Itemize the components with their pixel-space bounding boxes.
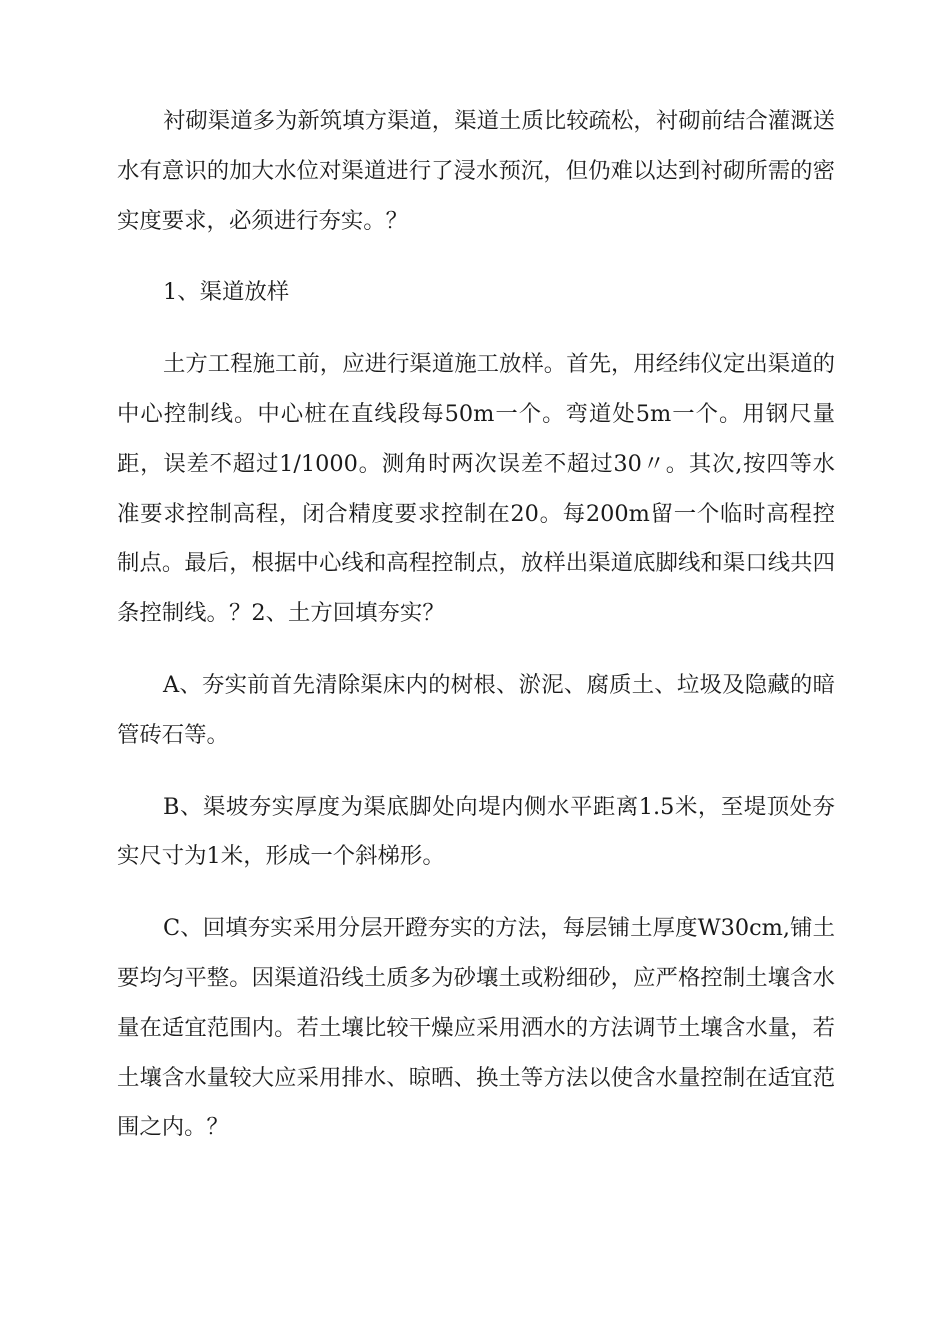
paragraph-item-b: B、渠坡夯实厚度为渠底脚处向堤内侧水平距离1.5米，至堤顶处夯实尺寸为1米，形成一个斜梯形。 [117, 793, 835, 870]
document-page [117, 97, 835, 1153]
paragraph-item-a: A、夯实前首先清除渠床内的树根、淤泥、腐质土、垃圾及隐藏的暗管砖石等。 [117, 671, 835, 748]
paragraph-item-c: C、回填夯实采用分层开蹬夯实的方法，每层铺土厚度W30cm,铺土要均匀平整。因渠道沿线土质多为砂壤土或粉细砂，应严格控制土壤含水量在适宜范围内。若土壤比较干燥应采用洒水的方法调节土壤含水量，若土壤含水量较大应采用排水、晾晒、换土等方法以使含水量控制在适宜范围之内。？ [117, 915, 835, 1141]
paragraph-intro: 衬砌渠道多为新筑填方渠道，渠道土质比较疏松，衬砌前结合灌溉送水有意识的加大水位对渠道进行了浸水预沉，但仍难以达到衬砌所需的密实度要求，必须进行夯实。？ [117, 108, 835, 234]
paragraph-layout-procedure: 土方工程施工前，应进行渠道施工放样。首先，用经纬仪定出渠道的中心控制线。中心桩在直线段每50m一个。弯道处5m一个。用钢尺量距，误差不超过1/1000。测角时两次误差不超过30〃。其次,按四等水准要求控制高程，闭合精度要求控制在20。每200m留一个临时高程控制点。最后，根据中心线和高程控制点，放样出渠道底脚线和渠口线共四条控制线。？2、土方回填夯实？ [117, 351, 835, 627]
section-heading-channel-layout: 1、渠道放样 [163, 279, 290, 306]
